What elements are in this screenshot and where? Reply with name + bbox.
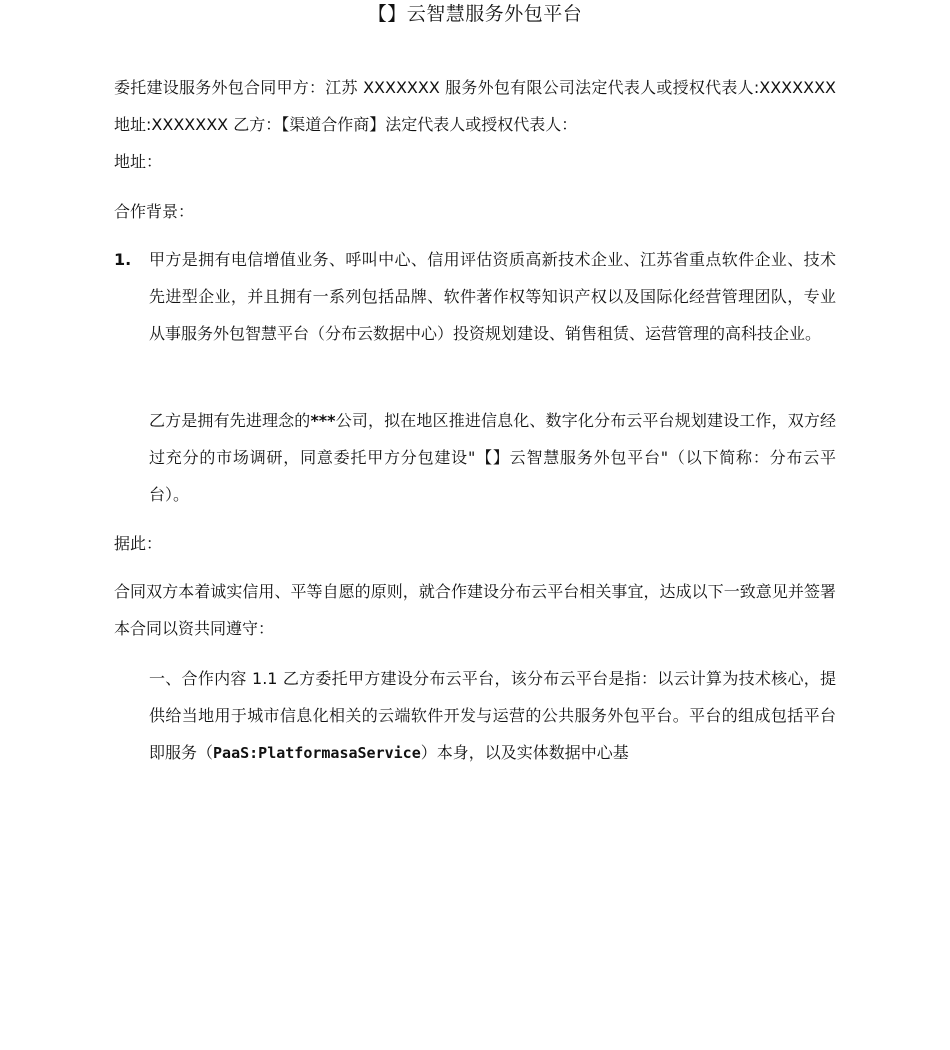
- item2-text: 公司，拟在地区推进信息化、数字化分布云平台规划建设工作，双方经过充分的市场调研，同意委托甲方分包建设"【】云智慧服务外包平台"（以下简称：分布云平台）。: [149, 411, 836, 504]
- item2-paragraph: [149, 402, 836, 513]
- item-number: 1.: [114, 250, 132, 269]
- agreement-paragraph: 合同双方本着诚实信用、平等自愿的原则，就合作建设分布云平台相关事宜，达成以下一致意见并签署本合同以资共同遵守：: [114, 582, 836, 638]
- document-title: 【】云智慧服务外包平台: [367, 3, 583, 25]
- item2-bold-placeholder: ***: [310, 411, 336, 430]
- paas-term: PaaS:PlatformasaService: [213, 744, 421, 762]
- address-label: 地址：: [114, 152, 163, 171]
- section1-suffix: ）本身，以及实体数据中心基: [420, 743, 629, 762]
- item1-paragraph: 甲方是拥有电信增值业务、呼叫中心、信用评估资质高新技术企业、江苏省重点软件企业、技术先进型企业，并且拥有一系列包括品牌、软件著作权等知识产权以及国际化经营管理团队，专业从事服务外包智慧平台（分布云数据中心）投资规划建设、销售租赁、运营管理的高科技企业。: [149, 250, 836, 343]
- item2-prefix: 乙方是拥有先进理念的: [149, 411, 311, 430]
- background-label: 合作背景：: [114, 202, 195, 221]
- parties-paragraph: 委托建设服务外包合同甲方：江苏 XXXXXXX 服务外包有限公司法定代表人或授权代表人:XXXXXXX 地址:XXXXXXX 乙方：【渠道合作商】法定代表人或授权代表人：: [114, 78, 836, 134]
- accordingly-label: 据此：: [114, 534, 163, 553]
- section1-paragraph: [149, 660, 836, 772]
- section1-prefix: 一、合作内容 1.1 乙方委托甲方建设分布云平台，该分布云平台是指：以云计算为技术核心，提供给当地用于城市信息化相关的云端软件开发与运营的公共服务外包平台。平台的组成包括平台即服务（: [149, 669, 836, 762]
